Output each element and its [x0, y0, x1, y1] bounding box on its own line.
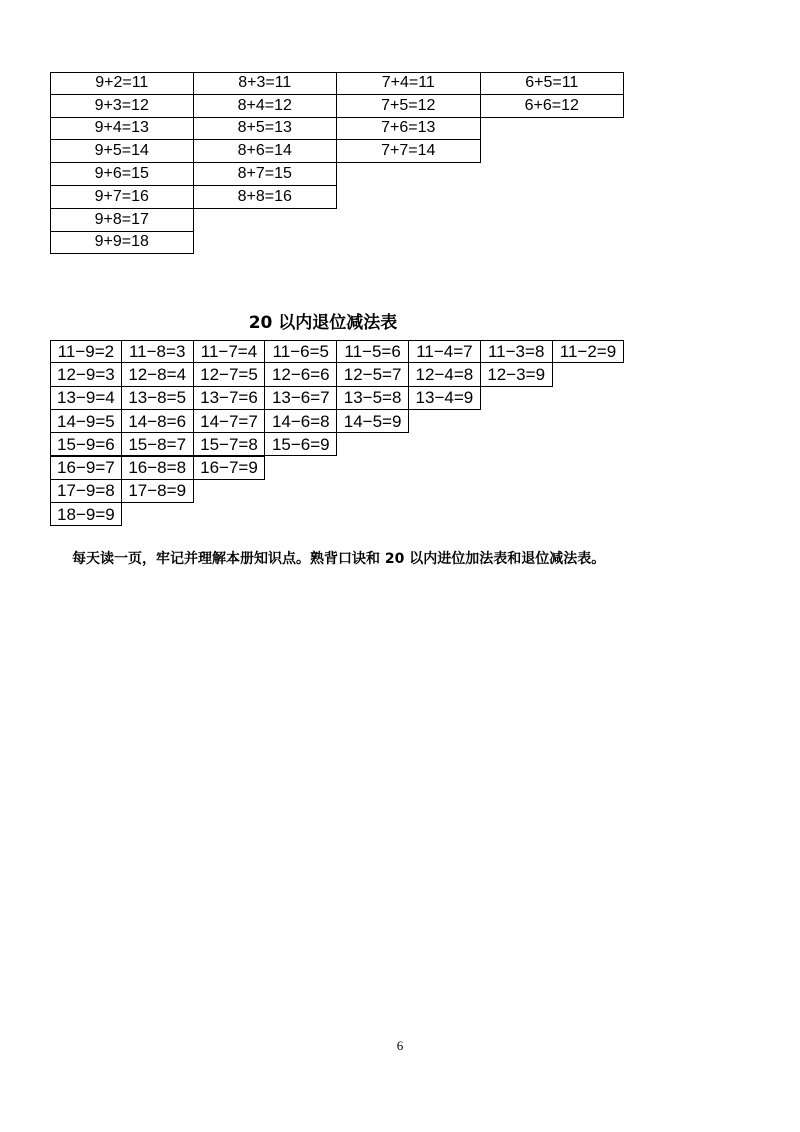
subtraction-cell: 15−8=7: [121, 432, 194, 456]
addition-cell: 9+4=13: [50, 117, 194, 141]
addition-cell: 8+8=16: [193, 185, 338, 209]
subtraction-cell: 12−3=9: [480, 362, 553, 386]
subtraction-cell: 12−8=4: [121, 362, 194, 386]
addition-cell: 8+7=15: [193, 162, 338, 186]
addition-cell: 9+7=16: [50, 185, 194, 209]
addition-cell: 9+3=12: [50, 94, 194, 118]
addition-cell: 9+8=17: [50, 208, 194, 232]
subtraction-cell: 13−8=5: [121, 386, 194, 410]
subtraction-cell: 11−6=5: [264, 340, 337, 363]
addition-cell: 9+5=14: [50, 139, 194, 163]
subtraction-cell: 13−4=9: [408, 386, 481, 410]
addition-cell: 7+6=13: [336, 117, 481, 141]
subtraction-cell: 15−9=6: [50, 432, 122, 456]
subtraction-cell: 12−4=8: [408, 362, 481, 386]
addition-cell: 6+5=11: [480, 72, 625, 95]
subtraction-cell: 14−7=7: [193, 409, 266, 433]
study-note: 每天读一页，牢记并理解本册知识点。熟背口诀和 20 以内进位加法表和退位减法表。: [72, 551, 606, 567]
subtraction-cell: 11−4=7: [408, 340, 481, 363]
subtraction-cell: 11−3=8: [480, 340, 553, 363]
subtraction-cell: 15−6=9: [264, 432, 337, 456]
subtraction-cell: 12−9=3: [50, 362, 122, 386]
subtraction-cell: 12−6=6: [264, 362, 337, 386]
subtraction-cell: 17−8=9: [121, 479, 194, 503]
subtraction-cell: 13−9=4: [50, 386, 122, 410]
addition-cell: 9+2=11: [50, 72, 194, 95]
addition-cell: 7+5=12: [336, 94, 481, 118]
subtraction-cell: 13−7=6: [193, 386, 266, 410]
subtraction-cell: 16−7=9: [193, 456, 266, 480]
addition-cell: 9+9=18: [50, 231, 194, 255]
subtraction-cell: 13−5=8: [336, 386, 409, 410]
addition-cell: 7+4=11: [336, 72, 481, 95]
subtraction-cell: 13−6=7: [264, 386, 337, 410]
subtraction-cell: 16−9=7: [50, 456, 122, 480]
addition-cell: 8+6=14: [193, 139, 338, 163]
subtraction-cell: 11−2=9: [552, 340, 625, 363]
addition-cell: 9+6=15: [50, 162, 194, 186]
subtraction-cell: 17−9=8: [50, 479, 122, 503]
addition-cell: 8+3=11: [193, 72, 338, 95]
subtraction-cell: 11−7=4: [193, 340, 266, 363]
subtraction-cell: 12−7=5: [193, 362, 266, 386]
subtraction-cell: 14−9=5: [50, 409, 122, 433]
subtraction-cell: 11−5=6: [336, 340, 409, 363]
page-number: 6: [396, 1038, 404, 1053]
subtraction-cell: 11−9=2: [50, 340, 122, 363]
subtraction-cell: 12−5=7: [336, 362, 409, 386]
subtraction-cell: 14−8=6: [121, 409, 194, 433]
subtraction-cell: 18−9=9: [50, 502, 122, 526]
subtraction-cell: 11−8=3: [121, 340, 194, 363]
addition-cell: 6+6=12: [480, 94, 625, 118]
addition-cell: 7+7=14: [336, 139, 481, 163]
addition-cell: 8+5=13: [193, 117, 338, 141]
subtraction-cell: 14−6=8: [264, 409, 337, 433]
subtraction-table-title: 20 以内退位减法表: [248, 313, 398, 333]
subtraction-cell: 16−8=8: [121, 456, 194, 480]
subtraction-cell: 14−5=9: [336, 409, 409, 433]
addition-cell: 8+4=12: [193, 94, 338, 118]
subtraction-cell: 15−7=8: [193, 432, 266, 456]
